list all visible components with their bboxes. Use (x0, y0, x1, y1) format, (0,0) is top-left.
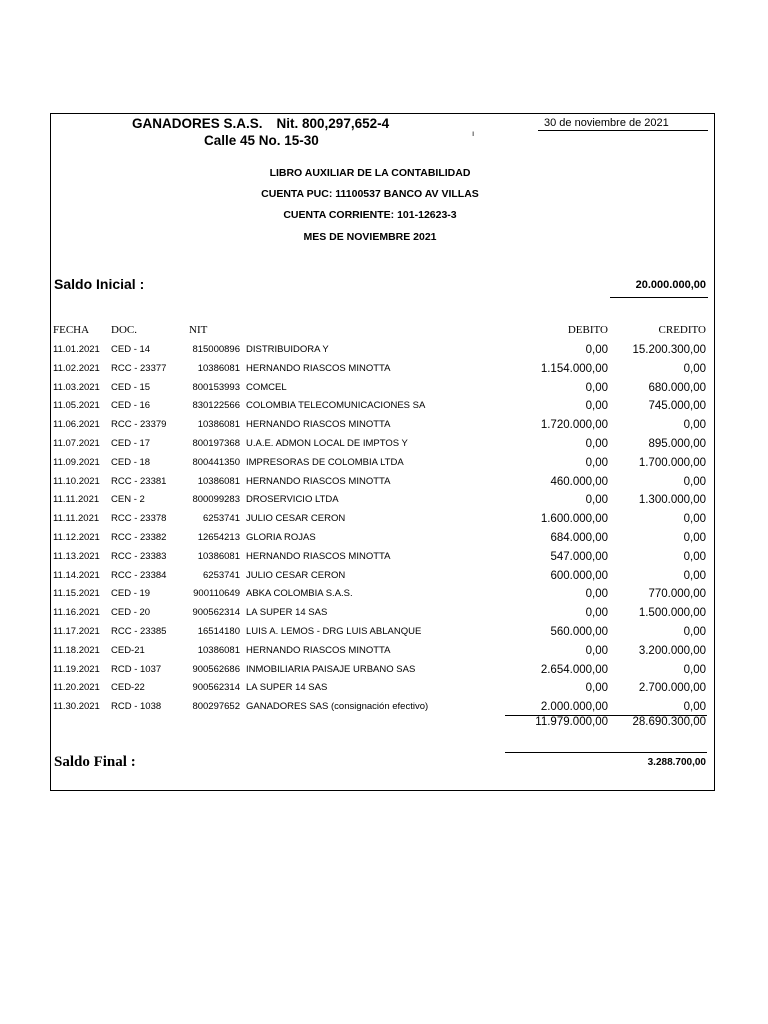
row-nit: 800099283 (192, 494, 240, 506)
row-fecha: 11.20.2021 (53, 682, 100, 694)
row-fecha: 11.30.2021 (53, 701, 100, 713)
column-header-credito: CREDITO (658, 324, 706, 336)
row-credito: 0,00 (683, 626, 706, 638)
row-fecha: 11.18.2021 (53, 644, 100, 656)
row-debito: 1.600.000,00 (540, 513, 608, 526)
row-doc: RCD - 1038 (111, 701, 162, 713)
row-fecha: 11.19.2021 (53, 663, 100, 675)
row-credito: 3.200.000,00 (638, 644, 706, 657)
row-fecha: 11.06.2021 (53, 419, 100, 431)
row-credito: 1.700.000,00 (638, 456, 706, 469)
row-fecha: 11.13.2021 (53, 550, 100, 562)
row-nit: 815000896 (192, 344, 240, 355)
company-header (132, 116, 389, 131)
row-nombre: HERNANDO RIASCOS MINOTTA (246, 550, 391, 562)
total-credito: 28.690.300,00 (632, 716, 706, 728)
row-debito: 460.000,00 (550, 475, 608, 488)
row-credito: 0,00 (683, 475, 706, 488)
row-fecha: 11.09.2021 (53, 456, 100, 468)
account-corriente: CUENTA CORRIENTE: 101-12623-3 (283, 209, 457, 221)
row-credito: 0,00 (683, 532, 706, 544)
row-debito: 1.154.000,00 (540, 362, 608, 375)
table-row (0, 698, 768, 716)
row-doc: RCC - 23382 (111, 532, 167, 543)
row-nombre: INMOBILIARIA PAISAJE URBANO SAS (246, 663, 416, 675)
row-nombre: DISTRIBUIDORA Y (246, 344, 329, 355)
row-credito: 745.000,00 (648, 400, 706, 413)
table-row (0, 510, 768, 528)
row-fecha: 11.11.2021 (53, 494, 100, 506)
row-nit: 800153993 (192, 381, 240, 393)
row-credito: 2.700.000,00 (638, 682, 706, 695)
row-credito: 0,00 (683, 362, 706, 375)
company-address: Calle 45 No. 15-30 (204, 133, 319, 148)
row-doc: CED - 14 (111, 344, 151, 355)
report-title: LIBRO AUXILIAR DE LA CONTABILIDAD (269, 167, 471, 179)
row-doc: RCC - 23384 (111, 569, 167, 581)
row-nit: 10386081 (197, 362, 240, 374)
row-nit: 10386081 (197, 550, 240, 562)
row-nombre: COMCEL (246, 381, 287, 393)
row-doc: CED - 19 (111, 588, 151, 600)
row-debito: 0,00 (585, 494, 608, 507)
row-debito: 1.720.000,00 (540, 419, 608, 432)
row-nit: 900562314 (192, 682, 240, 694)
row-doc: RCC - 23378 (111, 513, 167, 525)
row-nombre: LUIS A. LEMOS - DRG LUIS ABLANQUE (246, 626, 422, 637)
row-debito: 0,00 (585, 400, 608, 413)
row-fecha: 11.03.2021 (53, 381, 100, 393)
row-nombre: U.A.E. ADMON LOCAL DE IMPTOS Y (246, 438, 408, 449)
row-doc: RCD - 1037 (111, 663, 162, 675)
table-row (0, 623, 768, 641)
table-row (0, 397, 768, 415)
table-row (0, 435, 768, 453)
row-fecha: 11.16.2021 (53, 607, 100, 619)
row-nit: 800197368 (192, 438, 240, 449)
row-nit: 10386081 (197, 644, 240, 656)
row-nit: 6253741 (203, 513, 240, 525)
row-doc: CED-21 (111, 644, 145, 656)
account-puc: CUENTA PUC: 11100537 BANCO AV VILLAS (261, 188, 479, 200)
row-nit: 16514180 (197, 626, 240, 637)
row-nombre: LA SUPER 14 SAS (246, 607, 328, 619)
row-nit: 900110649 (193, 588, 240, 600)
row-doc: CED - 20 (111, 607, 151, 619)
row-doc: CED - 18 (111, 456, 151, 468)
row-debito: 2.654.000,00 (540, 663, 608, 676)
column-header-nit: NIT (189, 324, 208, 336)
row-credito: 0,00 (683, 513, 706, 526)
row-debito: 2.000.000,00 (540, 701, 608, 714)
table-row (0, 473, 768, 491)
row-nombre: COLOMBIA TELECOMUNICACIONES SA (246, 400, 426, 412)
row-fecha: 11.12.2021 (53, 532, 100, 543)
table-row (0, 585, 768, 603)
row-doc: CED-22 (111, 682, 145, 694)
row-debito: 560.000,00 (550, 626, 608, 638)
row-nit: 900562686 (192, 663, 240, 675)
row-debito: 0,00 (585, 607, 608, 620)
row-doc: CED - 17 (111, 438, 151, 449)
row-debito: 0,00 (585, 644, 608, 657)
row-doc: RCC - 23377 (111, 362, 167, 374)
row-nombre: HERNANDO RIASCOS MINOTTA (246, 419, 391, 431)
saldo-inicial-label: Saldo Inicial : (54, 276, 145, 292)
row-doc: CED - 16 (111, 400, 151, 412)
row-nombre: LA SUPER 14 SAS (246, 682, 328, 694)
row-credito: 1.500.000,00 (638, 607, 706, 620)
row-debito: 0,00 (585, 381, 608, 394)
row-debito: 684.000,00 (550, 532, 608, 544)
row-credito: 770.000,00 (648, 588, 706, 601)
tick-mark: ı (472, 129, 475, 138)
saldo-inicial-value: 20.000.000,00 (635, 279, 706, 291)
row-credito: 0,00 (683, 663, 706, 676)
total-debito: 11.979.000,00 (535, 716, 608, 728)
row-nit: 800297652 (192, 701, 240, 713)
saldo-inicial-underline (610, 297, 708, 298)
row-credito: 15.200.300,00 (632, 344, 706, 356)
column-header-debito: DEBITO (567, 324, 608, 336)
row-doc: CED - 15 (111, 381, 151, 393)
table-row (0, 379, 768, 397)
row-nombre: DROSERVICIO LTDA (246, 494, 339, 506)
row-nit: 800441350 (192, 456, 240, 468)
row-doc: RCC - 23383 (111, 550, 167, 562)
row-nit: 900562314 (192, 607, 240, 619)
row-nombre: GLORIA ROJAS (246, 532, 316, 543)
table-row (0, 416, 768, 434)
row-fecha: 11.01.2021 (53, 344, 100, 355)
row-fecha: 11.14.2021 (53, 569, 100, 581)
row-credito: 0,00 (683, 701, 706, 714)
row-credito: 0,00 (683, 419, 706, 432)
row-debito: 0,00 (585, 438, 608, 450)
row-credito: 0,00 (683, 550, 706, 563)
row-nit: 6253741 (203, 569, 240, 581)
column-header-fecha: FECHA (53, 324, 90, 336)
row-debito: 600.000,00 (550, 569, 608, 582)
row-nombre: HERNANDO RIASCOS MINOTTA (246, 362, 391, 374)
row-doc: RCC - 23381 (111, 475, 167, 487)
table-row (0, 529, 768, 547)
row-nombre: JULIO CESAR CERON (246, 569, 346, 581)
row-debito: 0,00 (585, 344, 608, 356)
row-doc: CEN - 2 (111, 494, 145, 506)
table-row (0, 360, 768, 378)
row-nombre: IMPRESORAS DE COLOMBIA LTDA (246, 456, 404, 468)
row-fecha: 11.10.2021 (53, 475, 100, 487)
table-row (0, 642, 768, 660)
row-fecha: 11.11.2021 (53, 513, 100, 525)
table-row (0, 604, 768, 622)
row-nombre: JULIO CESAR CERON (246, 513, 346, 525)
row-fecha: 11.17.2021 (53, 626, 100, 637)
row-credito: 895.000,00 (648, 438, 706, 450)
row-fecha: 11.05.2021 (53, 400, 100, 412)
row-debito: 0,00 (585, 682, 608, 695)
totals-bottom-rule (505, 752, 707, 753)
table-row (0, 661, 768, 679)
row-nombre: HERNANDO RIASCOS MINOTTA (246, 475, 391, 487)
row-nit: 12654213 (197, 532, 240, 543)
row-doc: RCC - 23385 (111, 626, 167, 637)
company-nit: Nit. 800,297,652-4 (276, 116, 390, 131)
table-row (0, 454, 768, 472)
row-doc: RCC - 23379 (111, 419, 167, 431)
report-date: 30 de noviembre de 2021 (544, 117, 669, 129)
company-name: GANADORES S.A.S. (132, 116, 263, 131)
table-row (0, 491, 768, 509)
row-nombre: ABKA COLOMBIA S.A.S. (246, 588, 353, 600)
saldo-final-value: 3.288.700,00 (647, 757, 706, 768)
row-credito: 1.300.000,00 (638, 494, 706, 507)
row-debito: 547.000,00 (550, 550, 608, 563)
date-underline (538, 130, 708, 131)
table-row (0, 567, 768, 585)
row-nombre: HERNANDO RIASCOS MINOTTA (246, 644, 391, 656)
saldo-final-label: Saldo Final : (54, 754, 136, 770)
row-credito: 0,00 (683, 569, 706, 582)
row-nit: 10386081 (197, 419, 240, 431)
table-row (0, 341, 768, 359)
row-fecha: 11.07.2021 (53, 438, 100, 449)
row-nombre: GANADORES SAS (consignación efectivo) (246, 701, 429, 713)
row-nit: 10386081 (197, 475, 240, 487)
row-fecha: 11.02.2021 (53, 362, 100, 374)
row-nit: 830122566 (192, 400, 240, 412)
table-row (0, 679, 768, 697)
row-debito: 0,00 (585, 588, 608, 601)
row-debito: 0,00 (585, 456, 608, 469)
table-row (0, 548, 768, 566)
report-month: MES DE NOVIEMBRE 2021 (303, 231, 437, 243)
column-header-doc: DOC. (111, 324, 137, 336)
row-credito: 680.000,00 (648, 381, 706, 394)
row-fecha: 11.15.2021 (53, 588, 100, 600)
